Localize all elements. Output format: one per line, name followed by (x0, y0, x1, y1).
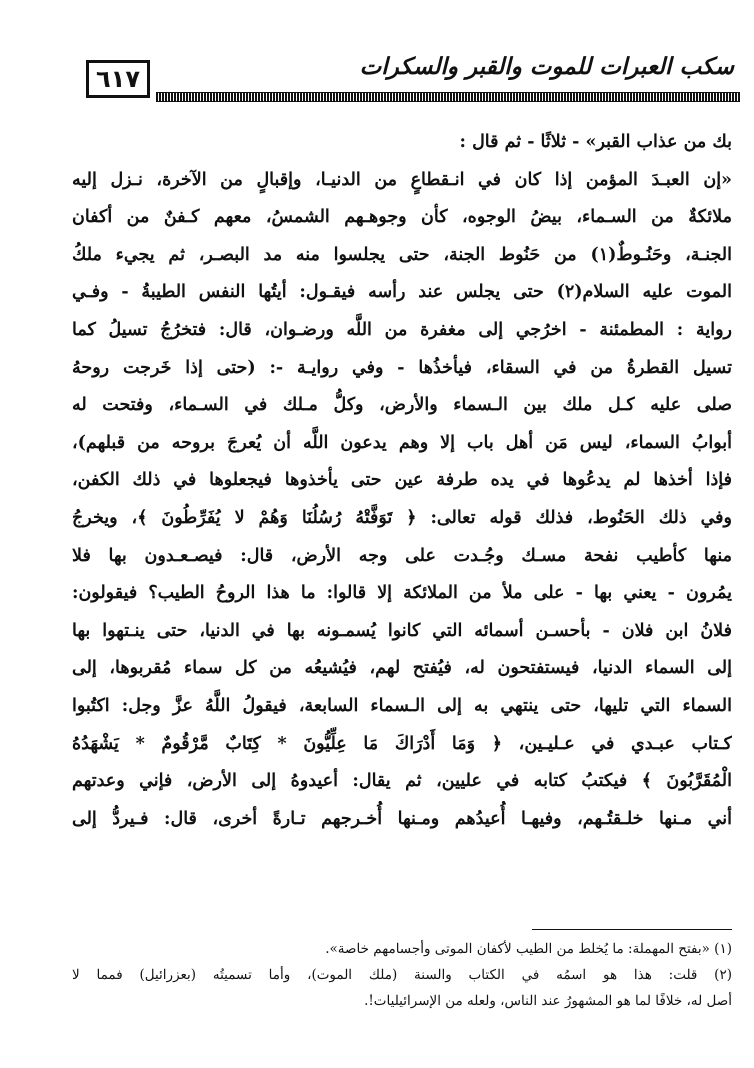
text-line: الْمُقَرَّبُونَ ﴾ فيكتبُ كتابه في عليين، ثم يقال: أعيدوهُ إلى الأرض، فإني وعدتهم (72, 771, 732, 792)
text-line: «إن العبـدَ المؤمن إذا كان في انـقطاعٍ من الدنيـا، وإقبالٍ من الآخرة، نـزل إليه (72, 169, 732, 190)
text-line: تسيل القطرةُ من في السقاء، فيأخذُها - وفي روايـة -: (حتى إذا خَرجت روحهُ (72, 357, 732, 378)
footnote-line: (٢) قلت: هذا هو اسمُه في الكتاب والسنة (ملك الموت)، وأما تسميتُه (بعزرائيل) فمما لا (72, 967, 732, 983)
text-line: السماء التي تليها، حتى ينتهي به إلى الـسماء السابعة، فيقولُ اللَّهُ عزَّ وجل: اكتُبوا (72, 695, 732, 716)
text-line: ملائكةٌ من السـماء، بيضُ الوجوه، كأن وجوهـهم الشمسُ، معهم كـفنٌ من أكفان (72, 207, 732, 228)
footnote-line: أصل له، خلافًا لما هو المشهورُ عند الناس، ولعله من الإسرائيليات!. (364, 993, 732, 1009)
page-header (86, 50, 740, 102)
text-line: الجنـة، وحَنُـوطٌ(١) من حَنُوط الجنة، حتى يجلسوا منه مد البصـر، ثم يجيء ملكُ (72, 244, 732, 265)
running-title: سكب العبرات للموت والقبر والسكرات (359, 54, 734, 80)
text-line: يمُرون - يعني بها - على ملأ من الملائكة إلا قالوا: ما هذا الروحُ الطيب؟ فيقولون: (72, 583, 732, 604)
text-line: أني مـنها خلـقتُـهم، وفيهـا أُعيدُهم ومـنها أُخـرجهم تـارةً أخرى، قال: فـيردُّ إلى (72, 808, 732, 829)
page-number-text: ٦١٧ (96, 65, 140, 93)
footnote-line: (١) «بفتح المهملة: ما يُخلط من الطيب لأكفان الموتى وأجسامهم خاصة». (325, 941, 732, 957)
text-line: بك من عذاب القبر» - ثلاثًا - ثم قال : (459, 132, 732, 152)
text-line: الموت عليه السلام(٢) حتى يجلس عند رأسه فيقـول: أيتُها النفس الطيبةُ - وفـي (72, 282, 732, 303)
page-number (86, 60, 150, 98)
text-line: منها كأطيب نفحة مسـك وجُـدت على وجه الأرض، قال: فيصـعـدون بها فلا (72, 545, 732, 566)
text-line: فإذا أخذها لم يدعُوها في يده طرفة عين حتى يأخذوها فيجعلوها في ذلك الكفن، (72, 470, 732, 491)
text-line: رواية : المطمئنة - اخرُجي إلى مغفرة من اللَّه ورضـوان، قال: فتخرُجُ تسيلُ كما (72, 319, 732, 340)
text-line: كـتاب عبـدي في عـليـين، ﴿ وَمَا أَدْرَاكَ مَا عِلِّيُّونَ * كِتَابٌ مَّرْقُومٌ * يَشْهَدُهُ (72, 733, 732, 754)
header-rule (156, 92, 740, 102)
text-line: وفي ذلك الحَنُوط، فذلك قوله تعالى: ﴿ تَوَفَّتْهُ رُسُلُنَا وَهُمْ لا يُفَرِّطُونَ ﴾، ويخرجُ (72, 507, 732, 528)
main-text (72, 124, 732, 838)
footnotes (72, 936, 732, 1014)
text-line: فلانُ ابن فلان - بأحسـن أسمائه التي كانوا يُسمـونه بها في الدنيا، حتى ينـتهوا بها (72, 620, 732, 641)
text-line: صلى عليه كـل ملك بين الـسماء والأرض، وكلُّ مـلك في السـماء، وفتحت له (72, 395, 732, 416)
text-line: أبوابُ السماء، ليس مَن أهل باب إلا وهم يدعون اللَّه أن يُعرجَ بروحه من قبلهم)، (72, 432, 732, 453)
footnote-separator (532, 929, 732, 930)
text-line: إلى السماء الدنيا، فيستفتحون له، فيُفتح لهم، فيُشيعُه من كل سماء مُقربوها، إلى (72, 658, 732, 679)
